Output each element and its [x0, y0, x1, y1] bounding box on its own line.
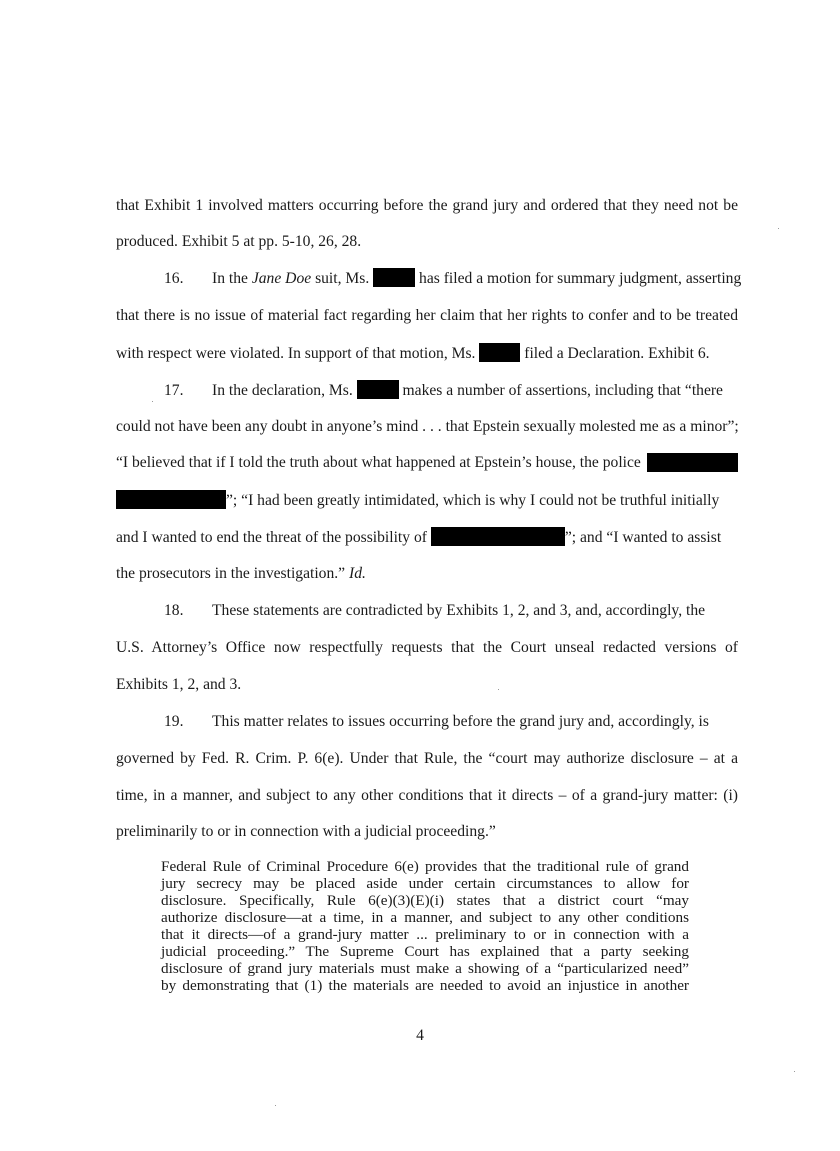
text: the prosecutors in the investigation.”: [116, 565, 349, 582]
paragraph-number: 18.: [164, 602, 184, 619]
redaction-box: [373, 268, 415, 287]
paragraph-number: 19.: [164, 713, 184, 730]
text: makes a number of assertions, including that “there: [398, 382, 723, 399]
body-line: U.S. Attorney’s Office now respectfully requests that the Court unseal redacted versions of: [116, 639, 738, 656]
body-line: could not have been any doubt in anyone’s mind . . . that Epstein sexually molested me as a minor”;: [116, 418, 739, 435]
text: “I believed that if I told the truth about what happened at Epstein’s house, the police: [116, 454, 641, 471]
text: ”; and “I wanted to assist: [564, 529, 722, 546]
quote-line: disclosure of grand jury materials must make a showing of a “particularized need”: [161, 960, 689, 977]
page-number: 4: [416, 1027, 424, 1044]
quote-line: jury secrecy may be placed aside under certain circumstances to allow for: [161, 875, 689, 892]
text: and I wanted to end the threat of the possibility of: [116, 529, 431, 546]
body-line: preliminarily to or in connection with a judicial proceeding.”: [116, 823, 496, 840]
case-name: Jane Doe: [251, 270, 312, 287]
text: with respect were violated. In support of that motion, Ms.: [116, 345, 480, 362]
body-line: produced. Exhibit 5 at pp. 5-10, 26, 28.: [116, 233, 362, 250]
paragraph-16-line: [164, 268, 742, 289]
paragraph-number: 16.: [164, 270, 184, 287]
body-line: that there is no issue of material fact regarding her claim that her rights to confer and to be treated: [116, 307, 738, 324]
redaction-box: [479, 343, 520, 362]
paragraph-19-line: [164, 712, 738, 732]
scan-speck: [794, 1071, 795, 1072]
text: filed a Declaration. Exhibit 6.: [520, 345, 710, 362]
scan-speck: [275, 1105, 276, 1106]
redaction-box: [357, 380, 399, 399]
paragraph-number: 17.: [164, 382, 184, 399]
quote-line: authorize disclosure—at a time, in a manner, and subject to any other conditions: [161, 909, 689, 926]
quote-line: by demonstrating that (1) the materials are needed to avoid an injustice in another: [161, 977, 689, 994]
body-line: governed by Fed. R. Crim. P. 6(e). Under that Rule, the “court may authorize disclosure – at a: [116, 750, 738, 767]
paragraph-18-line: [164, 601, 738, 621]
body-line: [116, 453, 738, 473]
body-line: that Exhibit 1 involved matters occurring before the grand jury and ordered that they need not be: [116, 197, 738, 214]
paragraph-17-line: [164, 380, 738, 401]
text: suit, Ms.: [311, 270, 374, 287]
scan-speck: [778, 228, 779, 229]
citation-id: Id.: [349, 565, 366, 582]
text: has filed a motion for summary judgment, asserting: [415, 270, 742, 287]
body-line: Exhibits 1, 2, and 3.: [116, 676, 242, 693]
text: These statements are contradicted by Exhibits 1, 2, and 3, and, accordingly, the: [212, 602, 706, 619]
quote-line: judicial proceeding.” The Supreme Court has explained that a party seeking: [161, 943, 689, 960]
text: This matter relates to issues occurring before the grand jury and, accordingly, is: [212, 713, 709, 730]
body-line: [116, 527, 738, 548]
quote-line: disclosure. Specifically, Rule 6(e)(3)(E)(i) states that a district court “may: [161, 892, 689, 909]
text: In the declaration, Ms.: [212, 382, 357, 399]
text: ”; “I had been greatly intimidated, which is why I could not be truthful initially: [226, 492, 720, 509]
body-line: time, in a manner, and subject to any other conditions that it directs – of a grand-jury matter: (i): [116, 787, 738, 804]
scan-speck: [152, 401, 153, 402]
text: In the: [212, 270, 252, 287]
quote-line: Federal Rule of Criminal Procedure 6(e) provides that the traditional rule of grand: [161, 858, 689, 875]
quote-line: that it directs—of a grand-jury matter ... preliminary to or in connection with a: [161, 926, 689, 943]
body-line: [116, 564, 738, 584]
redaction-box: [647, 453, 738, 472]
body-line: [116, 343, 738, 364]
scan-speck: [498, 689, 499, 690]
body-line: [116, 490, 738, 511]
redaction-box: [431, 527, 565, 546]
redaction-box: [116, 490, 226, 509]
